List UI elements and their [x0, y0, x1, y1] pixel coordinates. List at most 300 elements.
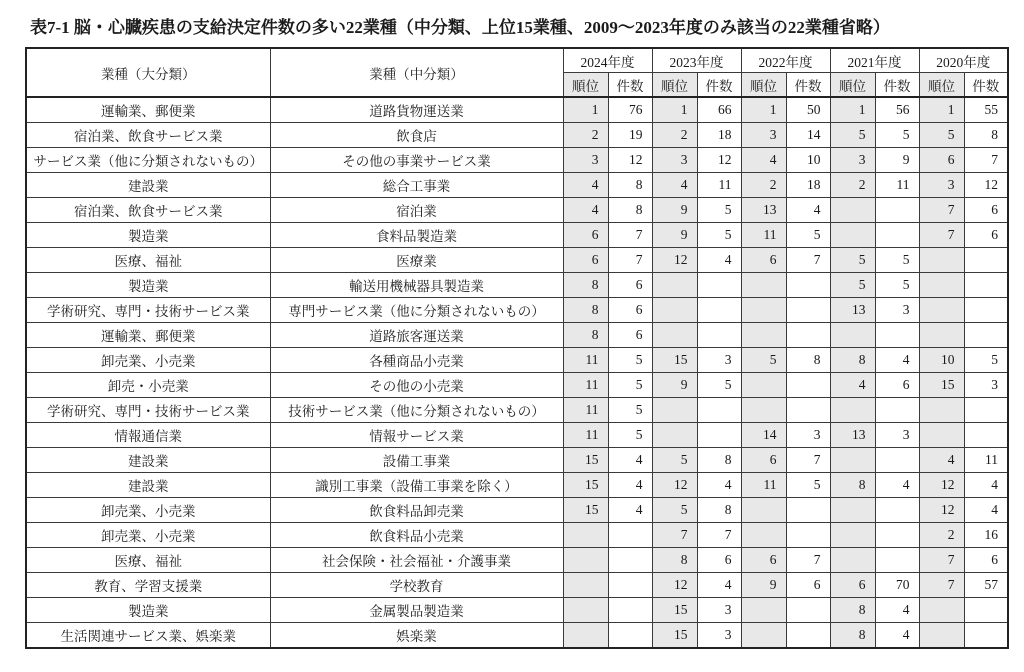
table-row: [26, 248, 1008, 273]
rank-cell: [741, 298, 786, 323]
count-cell: 4: [875, 598, 919, 623]
table-row: [26, 473, 1008, 498]
rank-cell: 7: [919, 573, 964, 598]
rank-cell: 6: [741, 248, 786, 273]
count-cell: 6: [608, 273, 652, 298]
rank-cell: 5: [830, 273, 875, 298]
rank-cell: 15: [563, 498, 608, 523]
count-cell: [964, 323, 1008, 348]
count-cell: [697, 398, 741, 423]
col-header-middle: 業種（中分類）: [270, 48, 563, 97]
rank-cell: 9: [741, 573, 786, 598]
industry-middle-cell: 社会保険・社会福祉・介護事業: [270, 548, 563, 573]
count-cell: [875, 323, 919, 348]
count-cell: [875, 198, 919, 223]
count-cell: 7: [786, 548, 830, 573]
count-cell: 11: [697, 173, 741, 198]
count-cell: [875, 548, 919, 573]
count-cell: [786, 273, 830, 298]
rank-cell: 6: [741, 448, 786, 473]
rank-cell: [652, 298, 697, 323]
rank-cell: [919, 248, 964, 273]
rank-cell: [741, 273, 786, 298]
count-cell: [786, 523, 830, 548]
rank-cell: [652, 323, 697, 348]
table-row: [26, 448, 1008, 473]
count-cell: 5: [608, 373, 652, 398]
rank-cell: [919, 623, 964, 649]
count-cell: [875, 448, 919, 473]
count-cell: [964, 423, 1008, 448]
count-cell: 3: [964, 373, 1008, 398]
count-cell: 4: [786, 198, 830, 223]
rank-cell: 11: [741, 223, 786, 248]
rank-cell: 13: [830, 298, 875, 323]
count-cell: [786, 298, 830, 323]
rank-cell: [741, 323, 786, 348]
count-cell: 5: [875, 123, 919, 148]
count-cell: [964, 248, 1008, 273]
count-cell: 56: [875, 97, 919, 123]
rank-cell: 13: [741, 198, 786, 223]
count-cell: 19: [608, 123, 652, 148]
rank-cell: 11: [563, 423, 608, 448]
rank-cell: 11: [563, 398, 608, 423]
rank-cell: 4: [563, 198, 608, 223]
page: [0, 13, 1024, 649]
industry-major-cell: 卸売業、小売業: [26, 523, 270, 548]
rank-cell: 7: [919, 223, 964, 248]
rank-cell: 8: [830, 348, 875, 373]
industry-major-cell: 卸売・小売業: [26, 373, 270, 398]
count-cell: 4: [608, 448, 652, 473]
industry-middle-cell: 道路貨物運送業: [270, 97, 563, 123]
count-cell: 4: [697, 573, 741, 598]
industry-middle-cell: 食料品製造業: [270, 223, 563, 248]
count-cell: [786, 373, 830, 398]
rank-cell: 2: [652, 123, 697, 148]
count-cell: [697, 423, 741, 448]
count-cell: [608, 523, 652, 548]
table-row: [26, 323, 1008, 348]
count-cell: 12: [608, 148, 652, 173]
industry-major-cell: 医療、福祉: [26, 248, 270, 273]
count-cell: [875, 223, 919, 248]
count-cell: 8: [697, 498, 741, 523]
count-cell: 8: [608, 173, 652, 198]
industry-middle-cell: 学校教育: [270, 573, 563, 598]
industry-major-cell: 医療、福祉: [26, 548, 270, 573]
count-cell: 5: [697, 223, 741, 248]
count-cell: 6: [608, 323, 652, 348]
rank-cell: [830, 548, 875, 573]
col-header-major: 業種（大分類）: [26, 48, 270, 97]
count-cell: 4: [875, 473, 919, 498]
count-cell: 4: [964, 498, 1008, 523]
industry-middle-cell: 飲食料品卸売業: [270, 498, 563, 523]
count-cell: [608, 573, 652, 598]
industry-middle-cell: その他の事業サービス業: [270, 148, 563, 173]
rank-cell: 9: [652, 223, 697, 248]
table-row: [26, 123, 1008, 148]
rank-cell: 3: [919, 173, 964, 198]
rank-cell: 9: [652, 373, 697, 398]
rank-cell: [652, 273, 697, 298]
rank-cell: 4: [741, 148, 786, 173]
count-cell: [608, 598, 652, 623]
count-cell: 5: [875, 273, 919, 298]
rank-cell: 6: [919, 148, 964, 173]
rank-cell: 4: [919, 448, 964, 473]
year-header-2021: 2021年度: [830, 48, 919, 73]
rank-cell: 6: [741, 548, 786, 573]
count-cell: 5: [786, 223, 830, 248]
rank-cell: 1: [563, 97, 608, 123]
count-cell: 6: [697, 548, 741, 573]
table-row: [26, 373, 1008, 398]
rank-cell: 10: [919, 348, 964, 373]
count-cell: 5: [608, 423, 652, 448]
count-cell: 6: [964, 223, 1008, 248]
rank-cell: 15: [919, 373, 964, 398]
industry-major-cell: 製造業: [26, 273, 270, 298]
rank-cell: 1: [652, 97, 697, 123]
count-cell: 66: [697, 97, 741, 123]
count-cell: [875, 398, 919, 423]
rank-cell: [652, 398, 697, 423]
count-cell: [697, 298, 741, 323]
industry-major-cell: 学術研究、専門・技術サービス業: [26, 298, 270, 323]
count-cell: [697, 273, 741, 298]
rank-cell: 4: [563, 173, 608, 198]
rank-cell: 8: [652, 548, 697, 573]
rank-cell: 13: [830, 423, 875, 448]
industry-major-cell: 建設業: [26, 448, 270, 473]
rank-cell: 9: [652, 198, 697, 223]
subheader-rank: 順位: [563, 73, 608, 98]
count-cell: 55: [964, 97, 1008, 123]
industry-middle-cell: 輸送用機械器具製造業: [270, 273, 563, 298]
count-cell: 3: [875, 298, 919, 323]
industry-middle-cell: 各種商品小売業: [270, 348, 563, 373]
count-cell: 5: [875, 248, 919, 273]
rank-cell: 2: [741, 173, 786, 198]
industry-major-cell: 運輸業、郵便業: [26, 97, 270, 123]
rank-cell: [741, 498, 786, 523]
industry-major-cell: 教育、学習支援業: [26, 573, 270, 598]
industry-major-cell: 情報通信業: [26, 423, 270, 448]
industry-major-cell: 生活関連サービス業、娯楽業: [26, 623, 270, 649]
count-cell: 57: [964, 573, 1008, 598]
rank-cell: 8: [830, 473, 875, 498]
rank-cell: [830, 498, 875, 523]
rank-cell: [830, 448, 875, 473]
count-cell: 14: [786, 123, 830, 148]
rank-cell: [563, 598, 608, 623]
rank-cell: 5: [830, 248, 875, 273]
rank-cell: [741, 373, 786, 398]
count-cell: 3: [697, 598, 741, 623]
subheader-count: 件数: [608, 73, 652, 98]
year-header-2020: 2020年度: [919, 48, 1008, 73]
rank-cell: 5: [830, 123, 875, 148]
table-row: [26, 148, 1008, 173]
count-cell: [786, 498, 830, 523]
count-cell: 10: [786, 148, 830, 173]
count-cell: [786, 398, 830, 423]
count-cell: [964, 598, 1008, 623]
count-cell: 3: [697, 348, 741, 373]
count-cell: 4: [875, 623, 919, 649]
count-cell: 6: [964, 198, 1008, 223]
year-header-2024: 2024年度: [563, 48, 652, 73]
count-cell: 8: [697, 448, 741, 473]
industry-major-cell: サービス業（他に分類されないもの）: [26, 148, 270, 173]
table-row: [26, 498, 1008, 523]
rank-cell: 6: [830, 573, 875, 598]
rank-cell: 15: [652, 623, 697, 649]
industry-major-cell: 建設業: [26, 473, 270, 498]
subheader-count: 件数: [964, 73, 1008, 98]
rank-cell: 8: [830, 598, 875, 623]
count-cell: 8: [608, 198, 652, 223]
industry-middle-cell: 医療業: [270, 248, 563, 273]
table-row: [26, 97, 1008, 123]
subheader-count: 件数: [697, 73, 741, 98]
count-cell: 4: [608, 473, 652, 498]
industry-major-cell: 製造業: [26, 223, 270, 248]
rank-cell: [652, 423, 697, 448]
rank-cell: 3: [830, 148, 875, 173]
subheader-rank: 順位: [652, 73, 697, 98]
count-cell: 5: [964, 348, 1008, 373]
year-header-2022: 2022年度: [741, 48, 830, 73]
rank-cell: 14: [741, 423, 786, 448]
rank-cell: 15: [652, 348, 697, 373]
industry-major-cell: 宿泊業、飲食サービス業: [26, 123, 270, 148]
table-row: [26, 273, 1008, 298]
subheader-count: 件数: [786, 73, 830, 98]
count-cell: 4: [697, 473, 741, 498]
industry-major-cell: 卸売業、小売業: [26, 498, 270, 523]
rank-cell: [741, 623, 786, 649]
rank-cell: 3: [652, 148, 697, 173]
count-cell: 18: [697, 123, 741, 148]
count-cell: [875, 523, 919, 548]
rank-cell: 12: [652, 473, 697, 498]
industry-major-cell: 宿泊業、飲食サービス業: [26, 198, 270, 223]
count-cell: 6: [608, 298, 652, 323]
industry-middle-cell: その他の小売業: [270, 373, 563, 398]
count-cell: 8: [964, 123, 1008, 148]
rank-cell: [919, 273, 964, 298]
rank-cell: 2: [919, 523, 964, 548]
rank-cell: 15: [563, 473, 608, 498]
rank-cell: [563, 573, 608, 598]
rank-cell: 6: [563, 248, 608, 273]
rank-cell: [563, 623, 608, 649]
rank-cell: [830, 223, 875, 248]
rank-cell: 11: [563, 348, 608, 373]
rank-cell: 12: [919, 498, 964, 523]
count-cell: 7: [697, 523, 741, 548]
rank-cell: 5: [652, 448, 697, 473]
count-cell: 12: [964, 173, 1008, 198]
rank-cell: [830, 323, 875, 348]
count-cell: 16: [964, 523, 1008, 548]
count-cell: 5: [697, 373, 741, 398]
count-cell: 7: [786, 448, 830, 473]
rank-cell: 11: [741, 473, 786, 498]
count-cell: 7: [964, 148, 1008, 173]
table-row: [26, 598, 1008, 623]
rank-cell: 12: [919, 473, 964, 498]
count-cell: [875, 498, 919, 523]
rank-cell: [830, 198, 875, 223]
industry-major-cell: 卸売業、小売業: [26, 348, 270, 373]
rank-cell: [741, 598, 786, 623]
rank-cell: [830, 523, 875, 548]
table-row: [26, 623, 1008, 649]
table-row: [26, 198, 1008, 223]
rank-cell: [830, 398, 875, 423]
count-cell: 12: [697, 148, 741, 173]
count-cell: [608, 623, 652, 649]
table-row: [26, 523, 1008, 548]
rank-cell: 8: [563, 323, 608, 348]
rank-cell: 5: [919, 123, 964, 148]
count-cell: 4: [608, 498, 652, 523]
subheader-rank: 順位: [741, 73, 786, 98]
rank-cell: 12: [652, 573, 697, 598]
count-cell: [697, 323, 741, 348]
year-header-row: [26, 48, 1008, 73]
count-cell: 3: [875, 423, 919, 448]
rank-cell: [919, 323, 964, 348]
industry-middle-cell: 道路旅客運送業: [270, 323, 563, 348]
table-row: [26, 223, 1008, 248]
industry-middle-cell: 娯楽業: [270, 623, 563, 649]
year-header-2023: 2023年度: [652, 48, 741, 73]
industry-middle-cell: 技術サービス業（他に分類されないもの）: [270, 398, 563, 423]
rank-cell: 5: [652, 498, 697, 523]
rank-cell: 15: [563, 448, 608, 473]
industry-middle-cell: 専門サービス業（他に分類されないもの）: [270, 298, 563, 323]
industry-middle-cell: 金属製品製造業: [270, 598, 563, 623]
rank-cell: [919, 398, 964, 423]
table-row: [26, 398, 1008, 423]
count-cell: [608, 548, 652, 573]
count-cell: 4: [964, 473, 1008, 498]
table-body: [26, 97, 1008, 648]
rank-cell: 1: [741, 97, 786, 123]
rank-cell: 8: [563, 298, 608, 323]
rank-cell: 5: [741, 348, 786, 373]
count-cell: 5: [697, 198, 741, 223]
count-cell: 4: [697, 248, 741, 273]
count-cell: 18: [786, 173, 830, 198]
subheader-rank: 順位: [919, 73, 964, 98]
industry-major-cell: 運輸業、郵便業: [26, 323, 270, 348]
industry-table: [25, 47, 1009, 649]
count-cell: 7: [786, 248, 830, 273]
count-cell: 70: [875, 573, 919, 598]
subheader-rank: 順位: [830, 73, 875, 98]
count-cell: 7: [608, 223, 652, 248]
rank-cell: [919, 423, 964, 448]
count-cell: [964, 623, 1008, 649]
count-cell: 6: [875, 373, 919, 398]
industry-middle-cell: 飲食料品小売業: [270, 523, 563, 548]
rank-cell: [741, 523, 786, 548]
rank-cell: 3: [741, 123, 786, 148]
rank-cell: 12: [652, 248, 697, 273]
table-row: [26, 348, 1008, 373]
page-title: 表7-1 脳・心臓疾患の支給決定件数の多い22業種（中分類、上位15業種、2009～2023年度のみ該当の22業種省略）: [30, 18, 890, 37]
count-cell: 5: [786, 473, 830, 498]
table-header: [26, 48, 1008, 97]
subheader-count: 件数: [875, 73, 919, 98]
industry-middle-cell: 飲食店: [270, 123, 563, 148]
table-row: [26, 173, 1008, 198]
count-cell: 8: [786, 348, 830, 373]
table-row: [26, 298, 1008, 323]
rank-cell: 8: [563, 273, 608, 298]
rank-cell: 7: [919, 198, 964, 223]
rank-cell: 8: [830, 623, 875, 649]
industry-middle-cell: 識別工事業（設備工事業を除く）: [270, 473, 563, 498]
rank-cell: 7: [919, 548, 964, 573]
industry-middle-cell: 情報サービス業: [270, 423, 563, 448]
rank-cell: 3: [563, 148, 608, 173]
industry-middle-cell: 宿泊業: [270, 198, 563, 223]
rank-cell: 2: [830, 173, 875, 198]
count-cell: 3: [697, 623, 741, 649]
rank-cell: 1: [830, 97, 875, 123]
rank-cell: 4: [652, 173, 697, 198]
count-cell: 9: [875, 148, 919, 173]
count-cell: 7: [608, 248, 652, 273]
rank-cell: [919, 298, 964, 323]
rank-cell: 11: [563, 373, 608, 398]
rank-cell: [919, 598, 964, 623]
count-cell: 11: [875, 173, 919, 198]
count-cell: 6: [964, 548, 1008, 573]
industry-middle-cell: 総合工事業: [270, 173, 563, 198]
industry-major-cell: 建設業: [26, 173, 270, 198]
count-cell: 50: [786, 97, 830, 123]
rank-cell: 4: [830, 373, 875, 398]
count-cell: [786, 598, 830, 623]
count-cell: [964, 273, 1008, 298]
count-cell: 5: [608, 398, 652, 423]
rank-cell: 2: [563, 123, 608, 148]
industry-middle-cell: 設備工事業: [270, 448, 563, 473]
count-cell: 4: [875, 348, 919, 373]
table-row: [26, 548, 1008, 573]
count-cell: 11: [964, 448, 1008, 473]
count-cell: 5: [608, 348, 652, 373]
rank-cell: 15: [652, 598, 697, 623]
rank-cell: 7: [652, 523, 697, 548]
count-cell: [786, 323, 830, 348]
count-cell: [964, 398, 1008, 423]
table-row: [26, 573, 1008, 598]
table-row: [26, 423, 1008, 448]
count-cell: 76: [608, 97, 652, 123]
industry-major-cell: 製造業: [26, 598, 270, 623]
rank-cell: 6: [563, 223, 608, 248]
